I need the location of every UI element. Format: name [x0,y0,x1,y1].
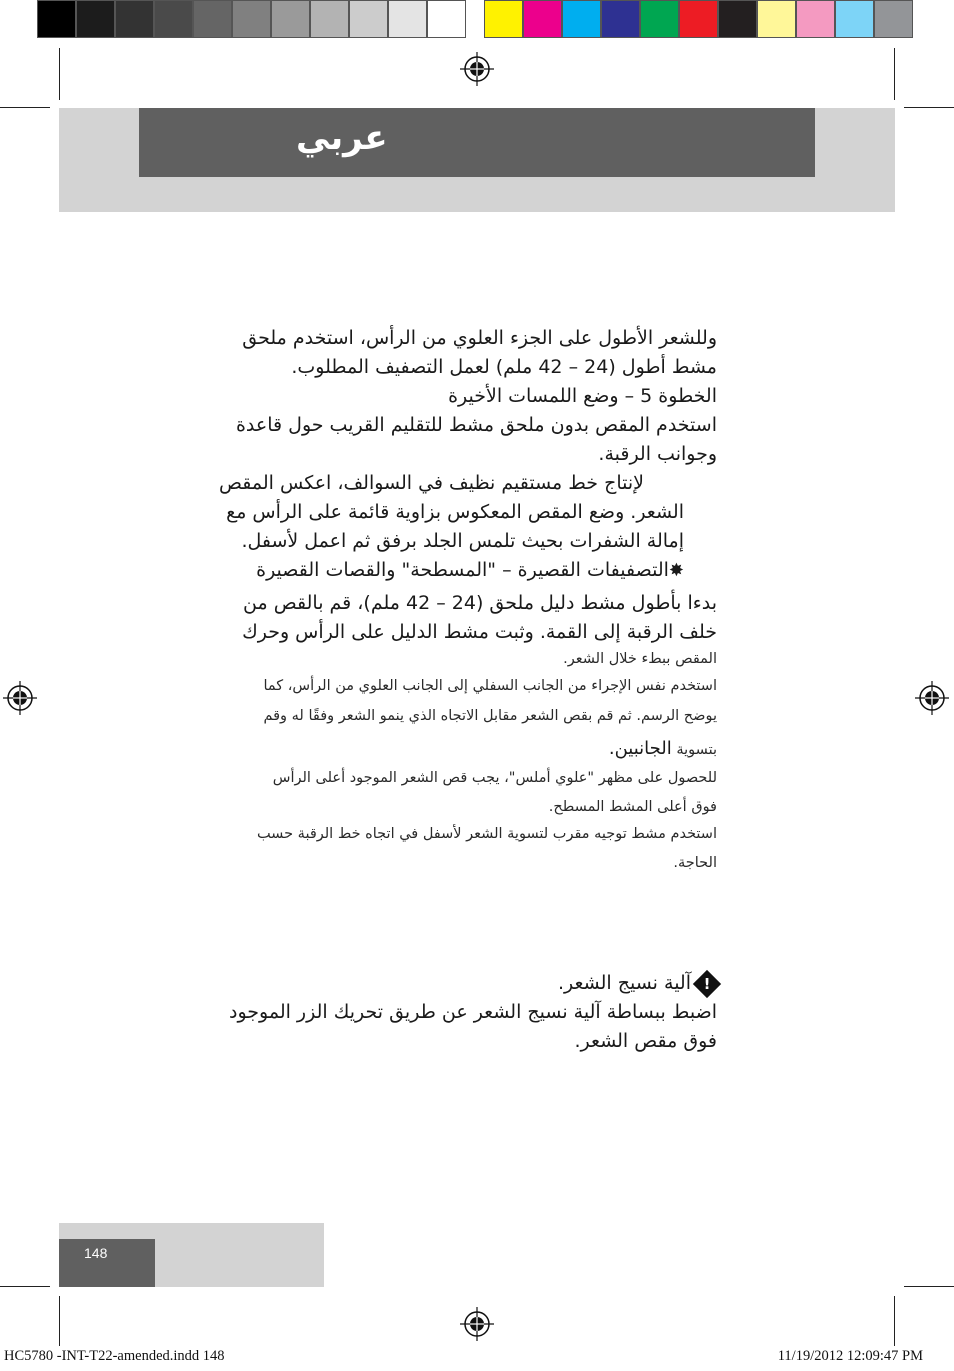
color-swatch [349,0,388,38]
color-swatch [796,0,835,38]
paragraph-line: للحصول على مظهر "علوي أملس"، يجب قص الشعر الموجود أعلى الرأس [272,770,717,786]
step-heading: الخطوة 5 – وضع اللمسات الأخيرة [448,385,717,407]
paragraph-line: وجوانب الرقبة. [598,443,717,465]
paragraph-line: الشعر. وضع المقص المعكوس بزاوية قائمة على الرأس مع [226,501,684,523]
color-swatch [874,0,913,38]
paragraph-line: استخدم مشط توجيه مقرب لتسوية الشعر لأسفل في اتجاه خط الرقبة حسب [256,826,717,842]
color-swatch [232,0,271,38]
word: الجانبين. [608,738,672,759]
section-heading [558,972,717,994]
color-swatch [37,0,76,38]
page-title: عربي [296,118,388,158]
paragraph-line [609,738,717,759]
crop-mark [59,48,60,100]
color-swatch [562,0,601,38]
color-calibration-bar [484,0,913,42]
section-heading-text: التصفيفات القصيرة – "المسطحة" والقصات القصيرة [256,559,669,581]
color-swatch [640,0,679,38]
color-swatch [76,0,115,38]
color-swatch [193,0,232,38]
paragraph-line: المقص ببطء خلال الشعر. [563,651,717,667]
paragraph-line: الحاجة. [673,855,717,871]
paragraph-line: بدءا بأطول مشط دليل ملحق (24 – 42 ملم)، قم بالقص من [243,592,717,614]
paragraph-line: اضبط ببساطة آلية نسيج الشعر عن طريق تحريك الزر الموجود [229,1001,717,1023]
crop-mark [0,1286,50,1287]
paragraph-line: مشط أطول (24 – 42 ملم) لعمل التصفيف المطلوب. [291,356,717,378]
crop-mark [59,1296,60,1346]
header-title-box [139,108,815,177]
registration-mark-icon [3,681,37,715]
section-heading [256,559,684,581]
color-swatch [388,0,427,38]
slug-file-info: HC5780 -INT-T22-amended.indd 148 [4,1348,225,1364]
color-swatch [427,0,466,38]
color-swatch [310,0,349,38]
registration-mark-icon [460,1307,494,1341]
color-swatch [523,0,562,38]
crop-mark [0,107,50,108]
color-swatch [484,0,523,38]
sparkle-icon: ✸ [668,560,684,581]
color-swatch [154,0,193,38]
crop-mark [894,1296,895,1346]
color-swatch [271,0,310,38]
color-swatch [601,0,640,38]
paragraph-line: وللشعر الأطول على الجزء العلوي من الرأس، استخدم ملحق [242,327,717,349]
slug-timestamp: 11/19/2012 12:09:47 PM [777,1348,923,1364]
paragraph-line: إمالة الشفرات بحيث تلمس الجلد برفق ثم اعمل لأسفل. [241,530,684,552]
crop-mark [904,1286,954,1287]
color-swatch [757,0,796,38]
word: بتسوية [676,742,717,758]
color-swatch [679,0,718,38]
color-swatch [115,0,154,38]
paragraph-line: لإنتاج خط مستقيم نظيف في السوالف، اعكس المقص [219,472,644,494]
warning-diamond-icon: ! [693,969,721,997]
section-heading-text: آلية نسيج الشعر. [557,972,691,994]
paragraph-line: استخدم المقص بدون ملحق مشط للتقليم القريب حول قاعدة [235,414,717,436]
paragraph-line: استخدم نفس الإجراء من الجانب السفلي إلى الجانب العلوي من الرأس، كما [263,678,717,694]
paragraph-line: يوضح الرسم. ثم قم بقص الشعر مقابل الاتجاه الذي ينمو الشعر وفقًا له وقم [263,708,717,724]
gray-calibration-bar [37,0,466,42]
color-swatch [835,0,874,38]
color-swatch [718,0,757,38]
paragraph-line: فوق أعلى المشط المسطح. [548,799,717,815]
registration-mark-icon [460,52,494,86]
page-number: 148 [84,1245,108,1261]
crop-mark [904,107,954,108]
paragraph-line: فوق مقص الشعر. [574,1030,717,1052]
paragraph-line: خلف الرقبة إلى القمة. وثبت مشط الدليل على الرأس وحرك [242,621,717,643]
registration-mark-icon [915,681,949,715]
crop-mark [894,48,895,100]
